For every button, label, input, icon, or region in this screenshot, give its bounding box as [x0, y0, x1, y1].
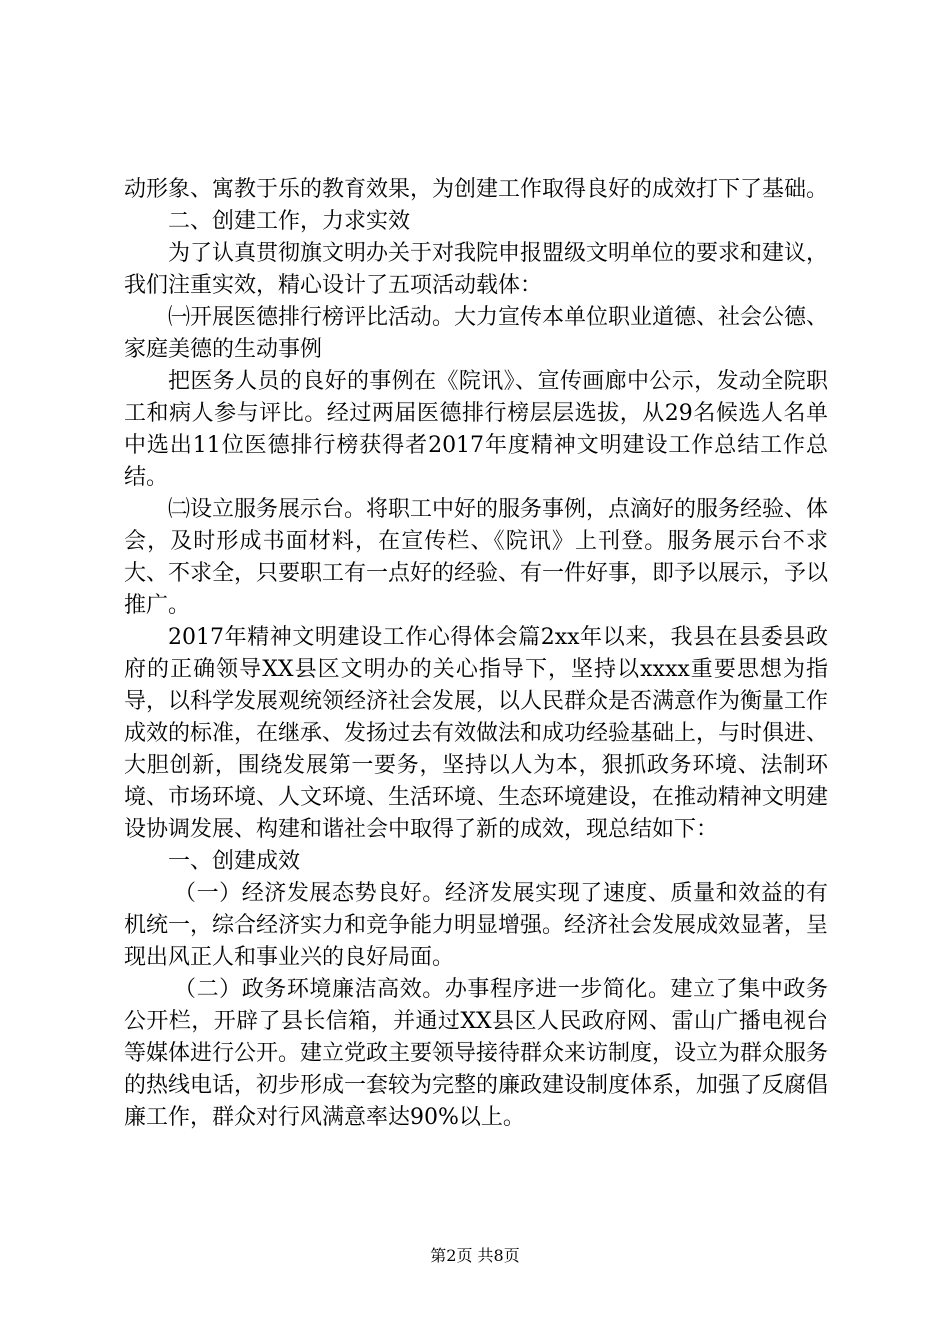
paragraph-3: 为了认真贯彻旗文明办关于对我院申报盟级文明单位的要求和建议，我们注重实效，精心设计了五项活动载体： [124, 241, 829, 298]
section-heading-creation-results: 一、创建成效 [168, 849, 301, 874]
paragraph-9: （一）经济发展态势良好。经济发展实现了速度、质量和效益的有机统一，综合经济实力和竞争能力明显增强。经济社会发展成效显著，呈现出风正人和事业兴的良好局面。 [124, 881, 829, 970]
paragraph-4: ㈠开展医德排行榜评比活动。大力宣传本单位职业道德、社会公德、家庭美德的生动事例 [124, 305, 829, 362]
paragraph-1: 动形象、寓教于乐的教育效果，为创建工作取得良好的成效打下了基础。 [124, 177, 829, 202]
paragraph-5: 把医务人员的良好的事例在《院讯》、宣传画廊中公示，发动全院职工和病人参与评比。经过两届医德排行榜层层选拔，从29名候选人名单中选出11位医德排行榜获得者2017年度精神文明建设工作总结工作总结。 [124, 369, 828, 490]
page-number-label: 第2页 共8页 [430, 1246, 520, 1265]
paragraph-6: ㈡设立服务展示台。将职工中好的服务事例，点滴好的服务经验、体会，及时形成书面材料，在宣传栏、《院讯》上刊登。服务展示台不求大、不求全，只要职工有一点好的经验、有一件好事，即予以展示，予以推广。 [124, 497, 829, 618]
paragraph-7: 2017年精神文明建设工作心得体会篇2xx年以来，我县在县委县政府的正确领导XX县区文明办的关心指导下，坚持以xxxx重要思想为指导，以科学发展观统领经济社会发展，以人民群众是否满意作为衡量工作成效的标准，在继承、发扬过去有效做法和成功经验基础上，与时俱进、大胆创新，围绕发展第一要务，坚持以人为本，狠抓政务环境、法制环境、市场环境、人文环境、生活环境、生态环境建设，在推动精神文明建设协调发展、构建和谐社会中取得了新的成效，现总结如下： [124, 625, 829, 842]
page-footer [0, 1243, 950, 1266]
section-heading-creation-work: 二、创建工作，力求实效 [168, 209, 411, 234]
paragraph-10: （二）政务环境廉洁高效。办事程序进一步简化。建立了集中政务公开栏，开辟了县长信箱，并通过XX县区人民政府网、雷山广播电视台等媒体进行公开。建立党政主要领导接待群众来访制度，设立为群众服务的热线电话，初步形成一套较为完整的廉政建设制度体系，加强了反腐倡廉工作，群众对行风满意率达90%以上。 [124, 977, 829, 1130]
document-body [124, 174, 828, 1134]
